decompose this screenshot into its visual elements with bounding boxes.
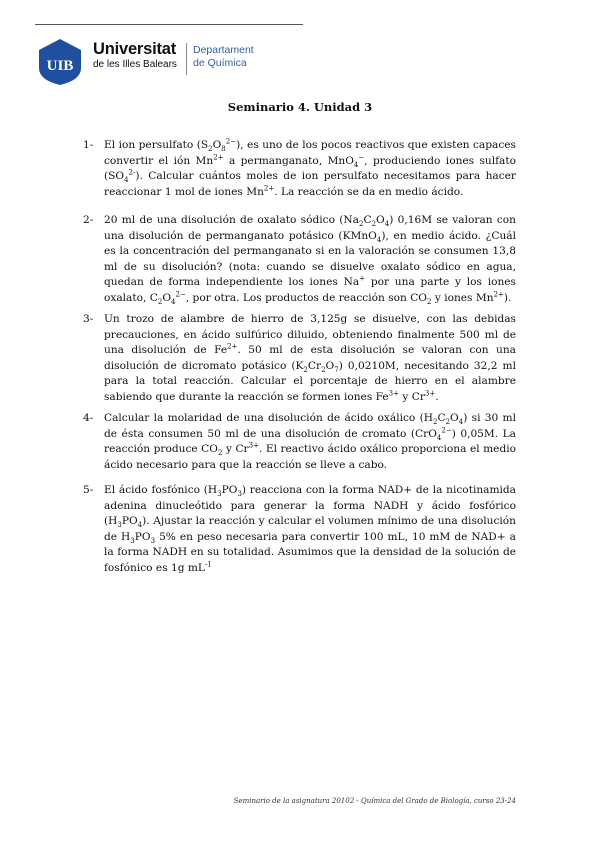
subscript: 4	[458, 418, 464, 427]
superscript: 2-	[128, 168, 136, 177]
superscript: 3+	[388, 389, 399, 398]
text-run: ) 0,05M. La reacción produce CO	[104, 427, 516, 456]
text-run: . 50 ml de esta disolución se valoran con una disolución de dicromato potásico (K	[104, 344, 516, 372]
text-run: ).	[503, 291, 512, 304]
subscript: 3	[217, 490, 222, 499]
question-2	[83, 213, 516, 307]
header-rule	[35, 24, 303, 25]
text-run: 20 ml de una disolución de oxalato sódico (Na	[104, 214, 359, 226]
question-number: 4-	[83, 412, 94, 424]
subscript: 2	[157, 298, 163, 307]
subscript: 4	[124, 176, 129, 185]
subscript: 4	[353, 160, 359, 169]
text-run: 5% en peso necesaria para convertir 100 mL, 10 mM de NAD+ a la forma NADH en su totalidad. Asumimos que la densidad de la solución de fosfónico es 1g mL	[104, 530, 516, 574]
subscript: 4	[436, 433, 442, 442]
subscript: 3	[130, 536, 135, 545]
subscript: 4	[376, 235, 382, 244]
superscript: 2+	[213, 153, 224, 162]
subscript: 8	[221, 145, 226, 154]
superscript: 3+	[424, 389, 436, 398]
superscript: 2+	[493, 290, 504, 299]
superscript: +	[359, 274, 366, 283]
question-4	[83, 411, 516, 473]
superscript: 2−	[441, 426, 452, 435]
text-run: , produciendo iones sulfato (SO	[104, 154, 516, 183]
department-line1: Departament	[193, 44, 254, 56]
question-number: 1-	[83, 139, 94, 151]
uib-logo	[36, 38, 84, 86]
subscript: 2	[217, 449, 223, 458]
department-line2: de Química	[193, 57, 247, 69]
text-run: C	[437, 412, 446, 424]
superscript: 2−	[225, 137, 237, 146]
question-number: 2-	[83, 214, 94, 226]
subscript: 2	[208, 145, 213, 154]
text-run: PO	[121, 515, 138, 528]
text-run: C	[363, 214, 372, 226]
text-run: O	[325, 359, 335, 372]
subscript: 2	[321, 365, 326, 374]
question-number: 5-	[83, 484, 94, 496]
text-run: ) si 30 ml de ésta consumen 50 ml de una disolución de cromato (CrO	[104, 412, 516, 440]
university-line1: Universitat	[93, 40, 177, 58]
text-run: . El reactivo ácido oxálico proporciona el medio ácido necesario para que la reacción se lleve a cabo.	[104, 443, 516, 471]
question-number: 3-	[83, 313, 94, 325]
text-run: Un trozo de alambre de hierro de 3,125g se disuelve, con las debidas precauciones, en ácido sulfúrico diluido, obteniendo finalmente 500 ml de una disolución de Fe	[104, 313, 516, 357]
subscript: 4	[171, 298, 176, 307]
subscript: 3	[150, 536, 156, 545]
logo-text: UIB	[46, 58, 74, 74]
text-run: Cr	[307, 359, 322, 372]
text-run: El ácido fosfónico (H	[104, 484, 218, 496]
superscript: 2+	[263, 184, 275, 193]
superscript: 2−	[175, 290, 186, 299]
header-separator	[186, 43, 187, 75]
text-run: ), en medio ácido. ¿Cuál es la concentración del permanganato si en la valoración se consumen 13,8 ml de su disolución? (nota: cuando se disuelve oxalato sódico en agua, quedan de forma independiente los iones Na	[104, 229, 516, 289]
text-run: PO	[134, 530, 151, 543]
superscript: 2+	[227, 342, 238, 351]
subscript: 3	[117, 521, 122, 530]
subscript: 4	[137, 521, 143, 530]
text-run: por una parte y los iones oxalato, C	[104, 276, 516, 304]
text-run: . La reacción se da en medio ácido.	[274, 185, 464, 198]
subscript: 2	[445, 418, 451, 427]
text-run: a permanganato, MnO	[223, 154, 354, 167]
subscript: 2	[371, 220, 377, 229]
text-run: Calcular la molaridad de una disolución de ácido oxálico (H	[104, 412, 433, 424]
question-5	[83, 483, 517, 577]
text-run: O	[376, 214, 385, 226]
subscript: 2	[427, 298, 432, 307]
text-run: .	[435, 390, 439, 403]
subscript: 7	[334, 365, 339, 374]
university-line2: de les Illes Balears	[93, 59, 177, 70]
superscript: 3+	[248, 441, 259, 450]
text-run: ) 0,0210M, necesitando 32,2 ml para la total reacción. Calcular el porcentaje de hierro en el alambre sabiendo que durante la reacción se formen iones Fe	[104, 359, 516, 403]
university-name	[93, 40, 177, 71]
question-1	[83, 137, 516, 200]
page-title: Seminario 4. Unidad 3	[227, 100, 373, 114]
text-run: ) reacciona con la forma NAD+ de la nicotinamida adenina dinucleótido para generar la forma NADH y ácido fosfórico (H	[104, 484, 517, 528]
text-run: O	[450, 412, 459, 424]
text-run: y Cr	[222, 443, 249, 456]
text-run: y Cr	[399, 390, 425, 403]
department-name	[193, 44, 254, 70]
text-run: O	[162, 291, 172, 304]
text-run: El ion persulfato (S	[104, 139, 209, 151]
text-run: ). Calcular cuántos moles de ion persulfato necesitamos para hacer reaccionar 1 mol de iones Mn	[104, 170, 516, 198]
text-run: y iones Mn	[431, 291, 494, 304]
subscript: 2	[358, 220, 364, 229]
text-run: O	[212, 139, 222, 151]
superscript: −	[358, 153, 365, 162]
text-run: ) 0,16M se valoran con una disolución de permanganato potásico (KMnO	[104, 214, 516, 242]
text-run: , por otra. Los productos de reacción son CO	[185, 291, 427, 304]
page-footer: Seminario de la asignatura 20102 - Química del Grado de Biología, curso 23-24	[233, 797, 516, 805]
subscript: 2	[432, 418, 438, 427]
question-3	[83, 312, 516, 406]
text-run: ). Ajustar la reacción y calcular el volumen mínimo de una disolución de H	[104, 515, 516, 543]
text-run: PO	[221, 484, 238, 496]
subscript: 3	[237, 490, 242, 499]
subscript: 4	[384, 220, 390, 229]
superscript: -1	[204, 560, 212, 569]
text-run: ), es uno de los pocos reactivos que existen capaces convertir el ión Mn	[104, 139, 516, 167]
subscript: 2	[303, 365, 308, 374]
